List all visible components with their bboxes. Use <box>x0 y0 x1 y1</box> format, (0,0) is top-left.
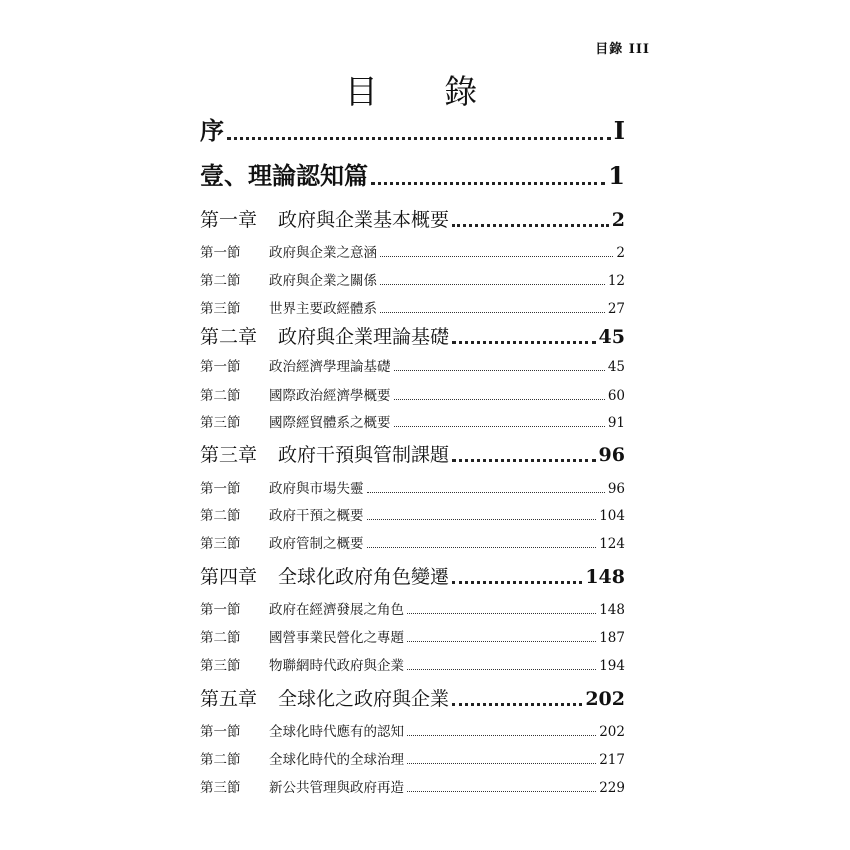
toc-section[interactable] <box>200 411 625 431</box>
section-title: 全球化時代的全球治理 <box>269 752 404 768</box>
toc-section[interactable] <box>200 355 625 375</box>
section-page: 124 <box>599 536 625 552</box>
section-page: 2 <box>616 245 625 261</box>
section-title: 新公共管理與政府再造 <box>269 780 404 796</box>
page-title: 目 錄 <box>344 72 506 111</box>
toc-section[interactable] <box>200 654 625 674</box>
toc-section[interactable] <box>200 384 625 404</box>
section-number: 第三節 <box>200 658 241 674</box>
toc-chapter[interactable] <box>200 440 625 467</box>
section-title: 政治經濟學理論基礎 <box>269 359 391 375</box>
section-title: 世界主要政經體系 <box>269 301 377 317</box>
toc-entry-label: 序 <box>200 116 224 145</box>
toc-chapter[interactable] <box>200 322 625 349</box>
chapter-page: 2 <box>611 209 625 231</box>
toc-section[interactable] <box>200 269 625 289</box>
dot-leader <box>227 137 611 140</box>
section-title: 政府與市場失靈 <box>269 481 364 497</box>
toc-section[interactable] <box>200 477 625 497</box>
dot-leader <box>394 399 605 400</box>
section-number: 第一節 <box>200 481 241 497</box>
section-title: 政府管制之概要 <box>269 536 364 552</box>
dot-leader <box>452 703 582 706</box>
section-title: 國際經貿體系之概要 <box>269 415 391 431</box>
toc-section[interactable] <box>200 241 625 261</box>
toc-section[interactable] <box>200 297 625 317</box>
section-number: 第二節 <box>200 508 241 524</box>
section-number: 第三節 <box>200 301 241 317</box>
section-page: 217 <box>599 752 625 768</box>
toc-chapter[interactable] <box>200 684 625 711</box>
section-number: 第二節 <box>200 752 241 768</box>
toc-section[interactable] <box>200 776 625 796</box>
dot-leader <box>394 370 605 371</box>
dot-leader <box>367 547 597 548</box>
section-number: 第二節 <box>200 630 241 646</box>
dot-leader <box>452 459 596 462</box>
dot-leader <box>452 581 582 584</box>
section-page: 12 <box>607 273 625 289</box>
section-title: 國營事業民營化之專題 <box>269 630 404 646</box>
chapter-number: 第三章 <box>200 444 258 466</box>
section-number: 第三節 <box>200 780 241 796</box>
section-title: 政府與企業之關係 <box>269 273 377 289</box>
chapter-number: 第一章 <box>200 209 258 231</box>
section-number: 第二節 <box>200 273 241 289</box>
chapter-number: 第四章 <box>200 566 258 588</box>
section-page: 104 <box>599 508 625 524</box>
toc-entry-page: 1 <box>608 161 625 190</box>
dot-leader <box>394 426 605 427</box>
chapter-page: 148 <box>585 566 625 588</box>
dot-leader <box>380 256 613 257</box>
dot-leader <box>367 492 605 493</box>
section-number: 第二節 <box>200 388 241 404</box>
chapter-title: 政府干預與管制課題 <box>278 444 450 466</box>
toc-section[interactable] <box>200 504 625 524</box>
section-page: 96 <box>607 481 625 497</box>
dot-leader <box>380 284 605 285</box>
dot-leader <box>407 641 596 642</box>
section-page: 60 <box>607 388 625 404</box>
section-number: 第一節 <box>200 245 241 261</box>
section-number: 第三節 <box>200 536 241 552</box>
chapter-page: 45 <box>598 326 625 348</box>
section-page: 27 <box>607 301 625 317</box>
toc-section[interactable] <box>200 532 625 552</box>
toc-entry-page: I <box>613 116 625 145</box>
dot-leader <box>371 182 605 185</box>
toc-entry-preface[interactable] <box>200 111 625 146</box>
chapter-page: 96 <box>598 444 625 466</box>
chapter-title: 政府與企業理論基礎 <box>278 326 450 348</box>
toc-entry-label: 壹、理論認知篇 <box>200 161 368 190</box>
dot-leader <box>407 735 596 736</box>
section-title: 國際政治經濟學概要 <box>269 388 391 404</box>
dot-leader <box>380 312 605 313</box>
section-title: 物聯網時代政府與企業 <box>269 658 404 674</box>
dot-leader <box>407 763 596 764</box>
dot-leader <box>407 613 596 614</box>
toc-entry-part-1[interactable] <box>200 156 625 191</box>
section-page: 194 <box>599 658 625 674</box>
toc-chapter[interactable] <box>200 205 625 232</box>
toc-section[interactable] <box>200 720 625 740</box>
dot-leader <box>407 791 596 792</box>
section-page: 45 <box>607 359 625 375</box>
section-number: 第三節 <box>200 415 241 431</box>
section-number: 第一節 <box>200 359 241 375</box>
section-number: 第一節 <box>200 602 241 618</box>
section-title: 政府與企業之意涵 <box>269 245 377 261</box>
chapter-title: 政府與企業基本概要 <box>278 209 450 231</box>
section-title: 政府干預之概要 <box>269 508 364 524</box>
dot-leader <box>452 224 609 227</box>
chapter-number: 第二章 <box>200 326 258 348</box>
chapter-title: 全球化之政府與企業 <box>278 688 450 710</box>
dot-leader <box>407 669 596 670</box>
toc-section[interactable] <box>200 626 625 646</box>
toc-section[interactable] <box>200 598 625 618</box>
section-title: 全球化時代應有的認知 <box>269 724 404 740</box>
section-page: 229 <box>599 780 625 796</box>
chapter-page: 202 <box>585 688 625 710</box>
toc-section[interactable] <box>200 748 625 768</box>
section-page: 148 <box>599 602 625 618</box>
section-page: 91 <box>607 415 625 431</box>
chapter-title: 全球化政府角色變遷 <box>278 566 450 588</box>
section-page: 202 <box>599 724 625 740</box>
section-title: 政府在經濟發展之角色 <box>269 602 404 618</box>
section-number: 第一節 <box>200 724 241 740</box>
dot-leader <box>452 341 596 344</box>
section-page: 187 <box>599 630 625 646</box>
running-head: 目錄 III <box>595 42 650 57</box>
chapter-number: 第五章 <box>200 688 258 710</box>
toc-chapter[interactable] <box>200 562 625 589</box>
dot-leader <box>367 519 597 520</box>
